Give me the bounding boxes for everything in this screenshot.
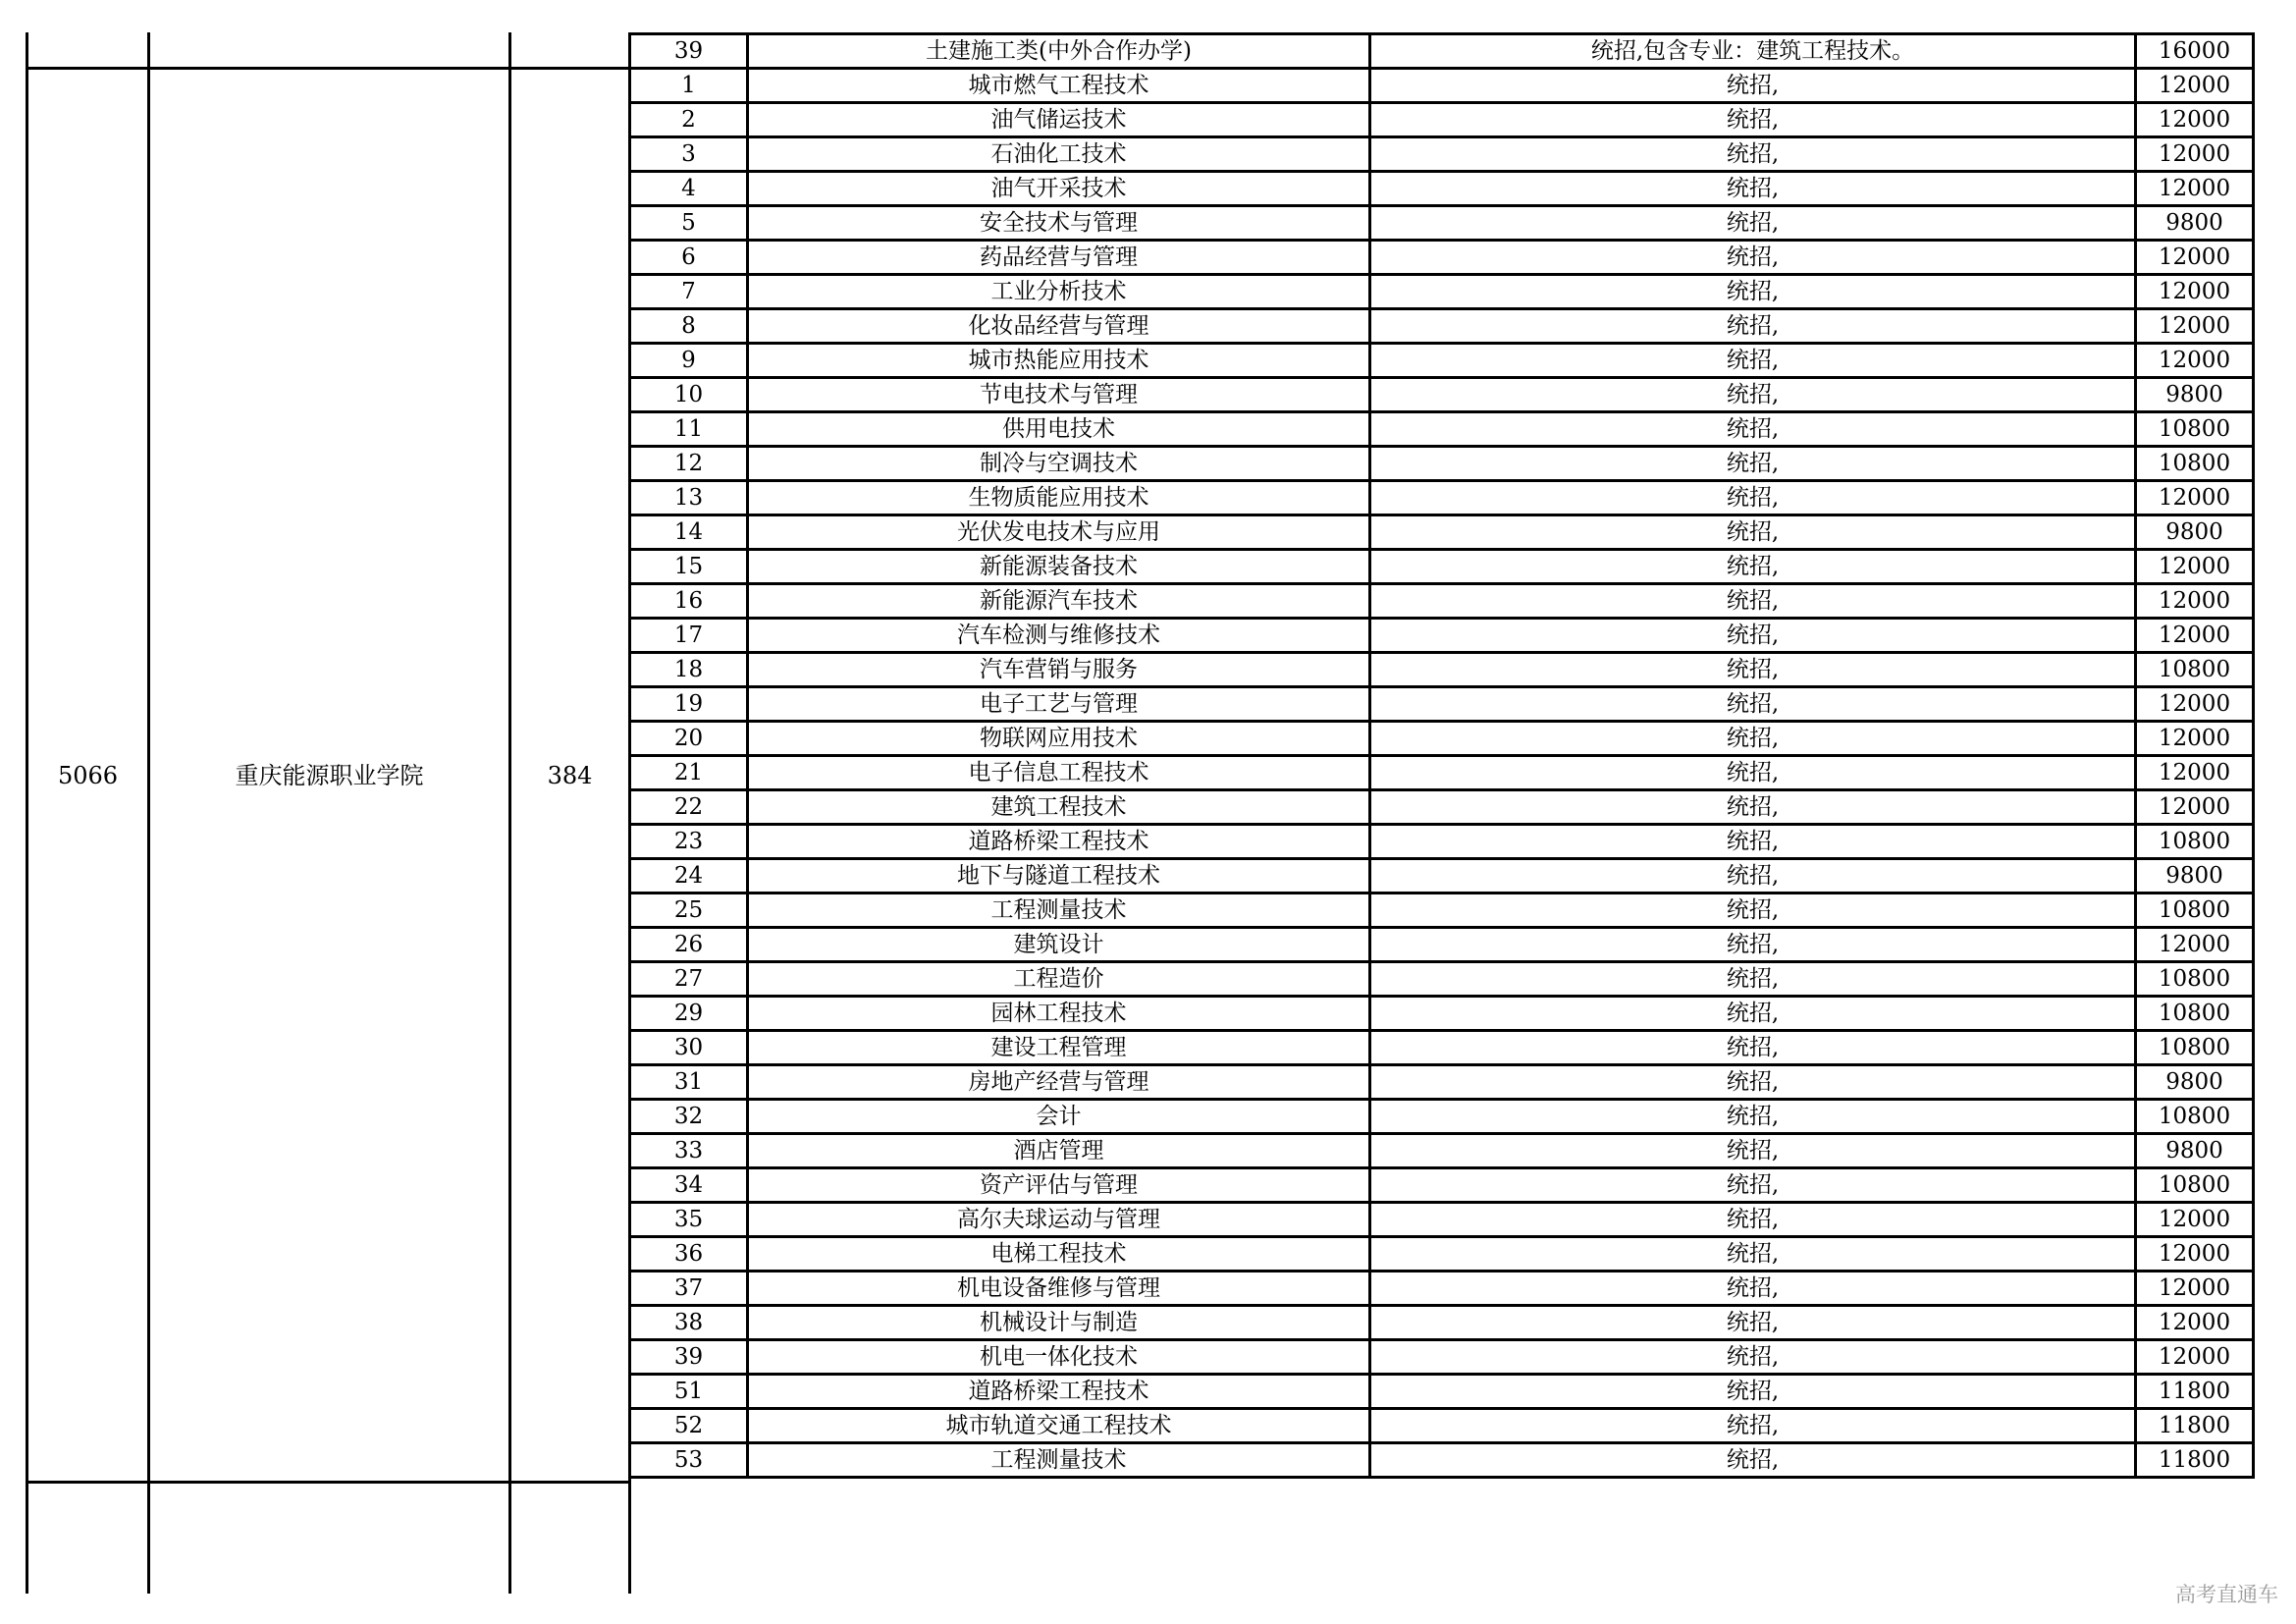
majors-table [628, 32, 2255, 1479]
table-row [630, 928, 2254, 962]
table-row [630, 275, 2254, 309]
major-name-cell: 城市轨道交通工程技术 [748, 1409, 1370, 1443]
table-row [630, 137, 2254, 172]
major-number-cell: 25 [630, 893, 748, 928]
admission-note-cell: 统招, [1370, 1100, 2136, 1134]
admission-note-cell: 统招, [1370, 687, 2136, 722]
admission-note-cell: 统招, [1370, 997, 2136, 1031]
tuition-fee-cell: 12000 [2136, 69, 2254, 103]
school-block-bottom-line [26, 1481, 631, 1484]
admission-note-cell: 统招, [1370, 1443, 2136, 1478]
table-row [630, 962, 2254, 997]
major-name-cell: 物联网应用技术 [748, 722, 1370, 756]
major-name-cell: 道路桥梁工程技术 [748, 1375, 1370, 1409]
tuition-fee-cell: 10800 [2136, 962, 2254, 997]
major-name-cell: 生物质能应用技术 [748, 481, 1370, 515]
table-row [630, 1272, 2254, 1306]
major-name-cell: 油气开采技术 [748, 172, 1370, 206]
table-row [630, 997, 2254, 1031]
major-number-cell: 29 [630, 997, 748, 1031]
tuition-fee-cell: 12000 [2136, 584, 2254, 619]
table-row [630, 34, 2254, 69]
major-name-cell: 会计 [748, 1100, 1370, 1134]
table-row [630, 859, 2254, 893]
tuition-fee-cell: 12000 [2136, 687, 2254, 722]
major-name-cell: 资产评估与管理 [748, 1168, 1370, 1203]
admission-note-cell: 统招, [1370, 447, 2136, 481]
major-number-cell: 18 [630, 653, 748, 687]
major-number-cell: 13 [630, 481, 748, 515]
major-number-cell: 5 [630, 206, 748, 241]
admission-note-cell: 统招, [1370, 1134, 2136, 1168]
school-plan-count: 384 [547, 762, 593, 789]
admission-note-cell: 统招, [1370, 790, 2136, 825]
major-number-cell: 51 [630, 1375, 748, 1409]
major-number-cell: 22 [630, 790, 748, 825]
major-number-cell: 36 [630, 1237, 748, 1272]
major-number-cell: 32 [630, 1100, 748, 1134]
major-name-cell: 工程测量技术 [748, 893, 1370, 928]
major-number-cell: 19 [630, 687, 748, 722]
major-number-cell: 39 [630, 34, 748, 69]
major-number-cell: 15 [630, 550, 748, 584]
major-number-cell: 8 [630, 309, 748, 344]
admission-note-cell: 统招, [1370, 1272, 2136, 1306]
admission-note-cell: 统招, [1370, 825, 2136, 859]
major-name-cell: 建设工程管理 [748, 1031, 1370, 1065]
admission-note-cell: 统招, [1370, 756, 2136, 790]
tuition-fee-cell: 12000 [2136, 344, 2254, 378]
tuition-fee-cell: 12000 [2136, 1203, 2254, 1237]
tuition-fee-cell: 9800 [2136, 1134, 2254, 1168]
table-row [630, 825, 2254, 859]
majors-table-body [630, 34, 2254, 1478]
table-row [630, 378, 2254, 412]
table-row [630, 206, 2254, 241]
major-number-cell: 3 [630, 137, 748, 172]
admission-note-cell: 统招, [1370, 1031, 2136, 1065]
tuition-fee-cell: 9800 [2136, 859, 2254, 893]
admission-note-cell: 统招, [1370, 550, 2136, 584]
major-number-cell: 1 [630, 69, 748, 103]
major-number-cell: 10 [630, 378, 748, 412]
table-row [630, 1340, 2254, 1375]
table-row [630, 1168, 2254, 1203]
major-name-cell: 供用电技术 [748, 412, 1370, 447]
table-row [630, 103, 2254, 137]
major-name-cell: 电子工艺与管理 [748, 687, 1370, 722]
tuition-fee-cell: 12000 [2136, 137, 2254, 172]
table-row [630, 790, 2254, 825]
major-number-cell: 24 [630, 859, 748, 893]
major-number-cell: 52 [630, 1409, 748, 1443]
admission-note-cell: 统招, [1370, 481, 2136, 515]
major-name-cell: 机械设计与制造 [748, 1306, 1370, 1340]
major-name-cell: 制冷与空调技术 [748, 447, 1370, 481]
major-name-cell: 建筑工程技术 [748, 790, 1370, 825]
table-row [630, 412, 2254, 447]
admission-note-cell: 统招, [1370, 653, 2136, 687]
table-row [630, 1065, 2254, 1100]
major-name-cell: 化妆品经营与管理 [748, 309, 1370, 344]
table-row [630, 1237, 2254, 1272]
school-name: 重庆能源职业学院 [235, 762, 424, 789]
major-number-cell: 12 [630, 447, 748, 481]
table-row [630, 241, 2254, 275]
admission-note-cell: 统招, [1370, 206, 2136, 241]
major-number-cell: 14 [630, 515, 748, 550]
admission-note-cell: 统招, [1370, 241, 2136, 275]
admission-note-cell: 统招, [1370, 1340, 2136, 1375]
tuition-fee-cell: 10800 [2136, 893, 2254, 928]
left-border-line [26, 32, 28, 1594]
admission-note-cell: 统招, [1370, 1065, 2136, 1100]
admission-note-cell: 统招, [1370, 859, 2136, 893]
major-name-cell: 新能源装备技术 [748, 550, 1370, 584]
major-number-cell: 11 [630, 412, 748, 447]
major-name-cell: 工程测量技术 [748, 1443, 1370, 1478]
major-number-cell: 27 [630, 962, 748, 997]
tuition-fee-cell: 12000 [2136, 619, 2254, 653]
watermark-text: 高考直通车 [2175, 1583, 2278, 1606]
table-row [630, 722, 2254, 756]
admission-note-cell: 统招, [1370, 515, 2136, 550]
table-row [630, 447, 2254, 481]
table-row [630, 1100, 2254, 1134]
admission-note-cell: 统招, [1370, 619, 2136, 653]
major-name-cell: 石油化工技术 [748, 137, 1370, 172]
major-name-cell: 建筑设计 [748, 928, 1370, 962]
table-row [630, 584, 2254, 619]
admission-note-cell: 统招, [1370, 412, 2136, 447]
major-number-cell: 39 [630, 1340, 748, 1375]
tuition-fee-cell: 16000 [2136, 34, 2254, 69]
tuition-fee-cell: 12000 [2136, 1306, 2254, 1340]
admission-note-cell: 统招, [1370, 69, 2136, 103]
major-number-cell: 23 [630, 825, 748, 859]
major-name-cell: 酒店管理 [748, 1134, 1370, 1168]
major-number-cell: 33 [630, 1134, 748, 1168]
major-number-cell: 7 [630, 275, 748, 309]
major-name-cell: 城市燃气工程技术 [748, 69, 1370, 103]
school-block-top-line [26, 67, 631, 70]
table-row [630, 1031, 2254, 1065]
tuition-fee-cell: 12000 [2136, 1272, 2254, 1306]
table-row [630, 687, 2254, 722]
tuition-fee-cell: 12000 [2136, 790, 2254, 825]
major-number-cell: 6 [630, 241, 748, 275]
school-code: 5066 [57, 762, 119, 789]
tuition-fee-cell: 10800 [2136, 1100, 2254, 1134]
major-name-cell: 安全技术与管理 [748, 206, 1370, 241]
table-row [630, 619, 2254, 653]
admission-note-cell: 统招, [1370, 378, 2136, 412]
major-number-cell: 38 [630, 1306, 748, 1340]
major-number-cell: 53 [630, 1443, 748, 1478]
tuition-fee-cell: 9800 [2136, 378, 2254, 412]
table-row [630, 515, 2254, 550]
table-row [630, 550, 2254, 584]
tuition-fee-cell: 9800 [2136, 206, 2254, 241]
table-row [630, 1443, 2254, 1478]
table-row [630, 756, 2254, 790]
table-row [630, 1134, 2254, 1168]
tuition-fee-cell: 10800 [2136, 1168, 2254, 1203]
admission-note-cell: 统招, [1370, 275, 2136, 309]
tuition-fee-cell: 11800 [2136, 1375, 2254, 1409]
admission-note-cell: 统招, [1370, 103, 2136, 137]
major-number-cell: 30 [630, 1031, 748, 1065]
tuition-fee-cell: 12000 [2136, 1340, 2254, 1375]
major-number-cell: 37 [630, 1272, 748, 1306]
tuition-fee-cell: 10800 [2136, 825, 2254, 859]
tuition-fee-cell: 10800 [2136, 653, 2254, 687]
tuition-fee-cell: 12000 [2136, 241, 2254, 275]
tuition-fee-cell: 12000 [2136, 103, 2254, 137]
major-name-cell: 汽车检测与维修技术 [748, 619, 1370, 653]
table-row [630, 893, 2254, 928]
major-name-cell: 电子信息工程技术 [748, 756, 1370, 790]
major-name-cell: 节电技术与管理 [748, 378, 1370, 412]
major-number-cell: 4 [630, 172, 748, 206]
tuition-fee-cell: 12000 [2136, 481, 2254, 515]
admission-note-cell: 统招, [1370, 928, 2136, 962]
major-name-cell: 汽车营销与服务 [748, 653, 1370, 687]
tuition-fee-cell: 11800 [2136, 1443, 2254, 1478]
major-number-cell: 26 [630, 928, 748, 962]
major-name-cell: 新能源汽车技术 [748, 584, 1370, 619]
major-name-cell: 油气储运技术 [748, 103, 1370, 137]
major-name-cell: 城市热能应用技术 [748, 344, 1370, 378]
admission-note-cell: 统招, [1370, 309, 2136, 344]
tuition-fee-cell: 12000 [2136, 172, 2254, 206]
admission-note-cell: 统招,包含专业：建筑工程技术。 [1370, 34, 2136, 69]
tuition-fee-cell: 12000 [2136, 275, 2254, 309]
major-name-cell: 房地产经营与管理 [748, 1065, 1370, 1100]
major-number-cell: 17 [630, 619, 748, 653]
tuition-fee-cell: 9800 [2136, 515, 2254, 550]
admission-note-cell: 统招, [1370, 1306, 2136, 1340]
table-row [630, 172, 2254, 206]
table-row [630, 69, 2254, 103]
tuition-fee-cell: 10800 [2136, 412, 2254, 447]
major-name-cell: 园林工程技术 [748, 997, 1370, 1031]
tuition-fee-cell: 12000 [2136, 722, 2254, 756]
table-row [630, 1306, 2254, 1340]
major-name-cell: 地下与隧道工程技术 [748, 859, 1370, 893]
admission-note-cell: 统招, [1370, 962, 2136, 997]
major-number-cell: 20 [630, 722, 748, 756]
major-number-cell: 16 [630, 584, 748, 619]
major-number-cell: 31 [630, 1065, 748, 1100]
table-row [630, 309, 2254, 344]
admission-note-cell: 统招, [1370, 137, 2136, 172]
admission-note-cell: 统招, [1370, 1409, 2136, 1443]
table-row [630, 1203, 2254, 1237]
tuition-fee-cell: 10800 [2136, 997, 2254, 1031]
major-number-cell: 2 [630, 103, 748, 137]
admission-note-cell: 统招, [1370, 1375, 2136, 1409]
admission-note-cell: 统招, [1370, 172, 2136, 206]
major-number-cell: 35 [630, 1203, 748, 1237]
tuition-fee-cell: 10800 [2136, 1031, 2254, 1065]
tuition-fee-cell: 12000 [2136, 1237, 2254, 1272]
table-row [630, 481, 2254, 515]
tuition-fee-cell: 12000 [2136, 928, 2254, 962]
major-name-cell: 土建施工类(中外合作办学) [748, 34, 1370, 69]
name-column-divider [508, 32, 511, 1594]
major-name-cell: 光伏发电技术与应用 [748, 515, 1370, 550]
major-name-cell: 药品经营与管理 [748, 241, 1370, 275]
admission-note-cell: 统招, [1370, 1203, 2136, 1237]
major-number-cell: 21 [630, 756, 748, 790]
tuition-fee-cell: 12000 [2136, 309, 2254, 344]
table-row [630, 653, 2254, 687]
major-name-cell: 机电一体化技术 [748, 1340, 1370, 1375]
major-name-cell: 道路桥梁工程技术 [748, 825, 1370, 859]
tuition-fee-cell: 9800 [2136, 1065, 2254, 1100]
table-row [630, 1409, 2254, 1443]
admission-note-cell: 统招, [1370, 584, 2136, 619]
major-name-cell: 高尔夫球运动与管理 [748, 1203, 1370, 1237]
admission-note-cell: 统招, [1370, 1168, 2136, 1203]
tuition-fee-cell: 10800 [2136, 447, 2254, 481]
major-name-cell: 工业分析技术 [748, 275, 1370, 309]
table-row [630, 344, 2254, 378]
major-number-cell: 9 [630, 344, 748, 378]
admission-note-cell: 统招, [1370, 344, 2136, 378]
major-number-cell: 34 [630, 1168, 748, 1203]
major-name-cell: 机电设备维修与管理 [748, 1272, 1370, 1306]
major-name-cell: 工程造价 [748, 962, 1370, 997]
table-row [630, 1375, 2254, 1409]
admission-note-cell: 统招, [1370, 722, 2136, 756]
tuition-fee-cell: 12000 [2136, 756, 2254, 790]
admission-note-cell: 统招, [1370, 1237, 2136, 1272]
tuition-fee-cell: 12000 [2136, 550, 2254, 584]
tuition-fee-cell: 11800 [2136, 1409, 2254, 1443]
code-column-divider [147, 32, 150, 1594]
admission-note-cell: 统招, [1370, 893, 2136, 928]
major-name-cell: 电梯工程技术 [748, 1237, 1370, 1272]
